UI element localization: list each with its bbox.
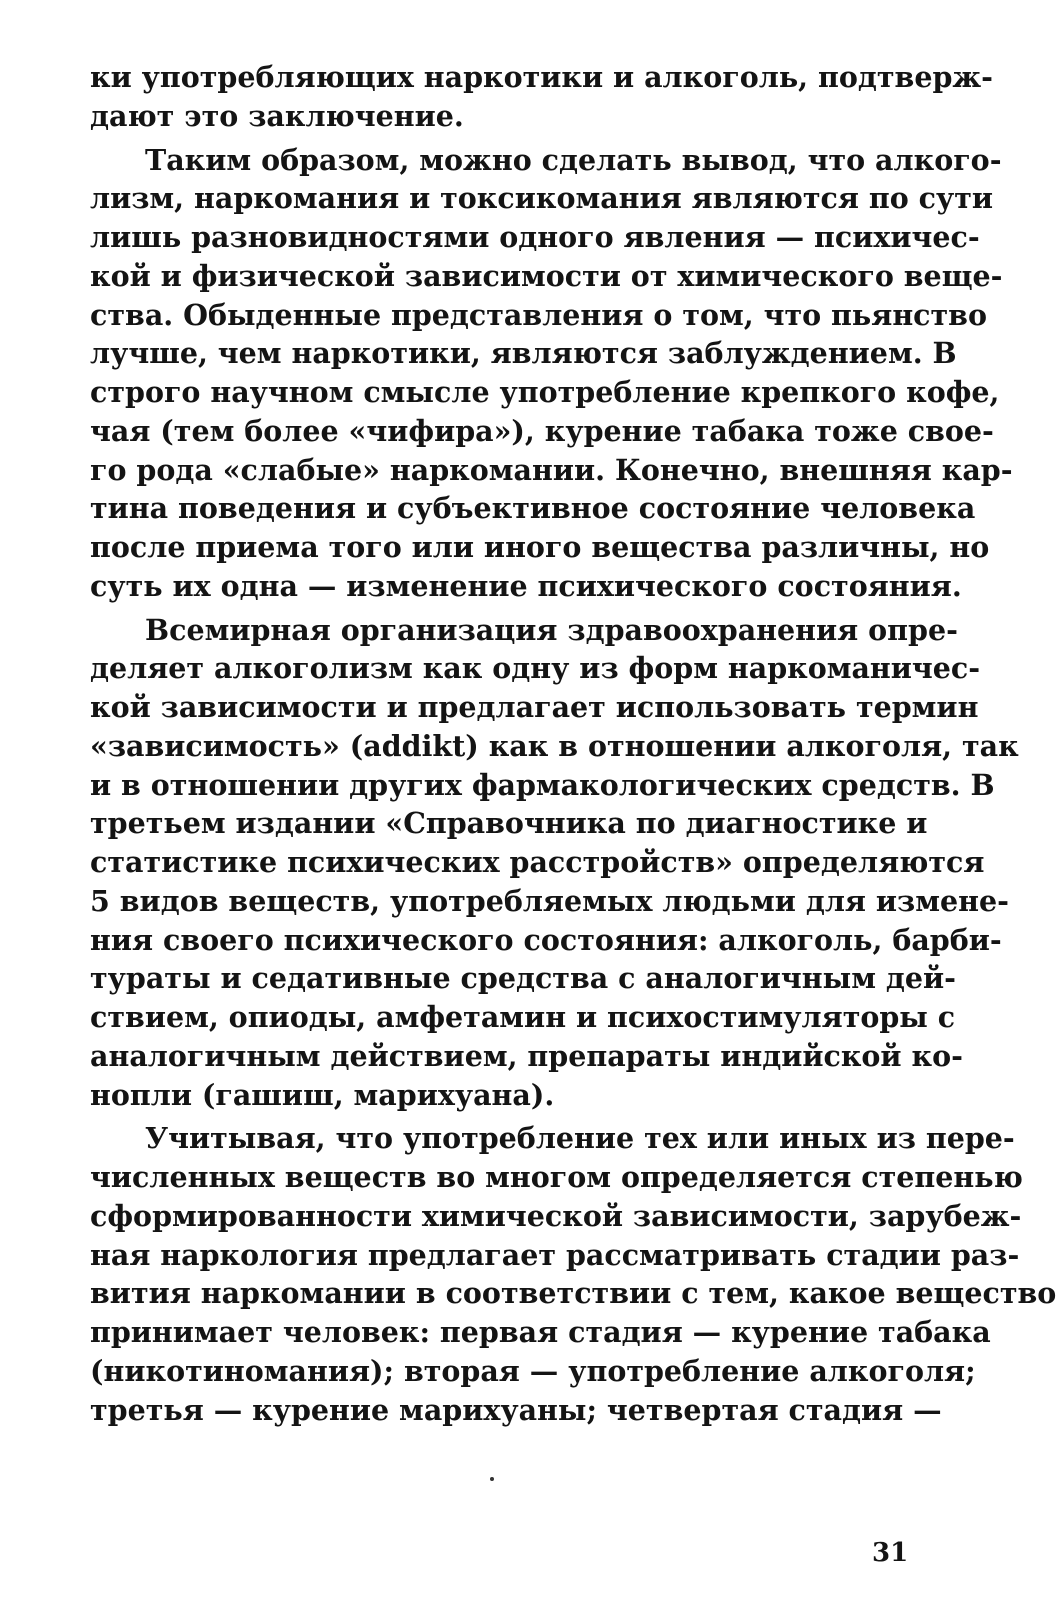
page-body-text bbox=[90, 58, 1056, 1434]
text-line: третья — курение марихуаны; четвертая стадия — bbox=[90, 1392, 942, 1427]
text-line: ки употребляющих наркотики и алкоголь, подтверж- bbox=[90, 60, 993, 94]
paragraph-4 bbox=[90, 1119, 1056, 1429]
page-number: 31 bbox=[872, 1538, 909, 1568]
text-line: аналогичным действием, препараты индийской ко- bbox=[90, 1038, 963, 1073]
text-line: лучше, чем наркотики, являются заблуждением. В bbox=[90, 336, 957, 371]
text-line: статистике психических расстройств» определяются bbox=[90, 845, 985, 879]
text-line: лизм, наркомания и токсикомания являются по сути bbox=[90, 181, 994, 216]
text-line: вития наркомании в соответствии с тем, какое вещество bbox=[90, 1276, 1056, 1311]
text-line: сформированности химической зависимости, зарубеж- bbox=[90, 1198, 1022, 1233]
text-line: тина поведения и субъективное состояние человека bbox=[90, 491, 976, 526]
text-line: дают это заключение. bbox=[90, 98, 464, 133]
text-line: суть их одна — изменение психического состояния. bbox=[90, 568, 962, 603]
print-speck bbox=[490, 1477, 494, 1481]
text-line: 5 видов веществ, употребляемых людьми для измене- bbox=[90, 883, 1009, 918]
text-line: го рода «слабые» наркомании. Конечно, внешняя кар- bbox=[90, 452, 1013, 487]
paragraph-1 bbox=[90, 58, 993, 136]
text-line: ствием, опиоды, амфетамин и психостимуляторы с bbox=[90, 1000, 956, 1034]
text-line: Всемирная организация здравоохранения опре- bbox=[145, 612, 958, 647]
text-line: численных веществ во многом определяется степенью bbox=[90, 1160, 1023, 1194]
text-line: принимает человек: первая стадия — курение табака bbox=[90, 1315, 991, 1349]
text-line: ния своего психического состояния: алкоголь, барби- bbox=[90, 922, 1002, 957]
text-line: Учитывая, что употребление тех или иных из пере- bbox=[145, 1121, 1015, 1156]
text-line: деляет алкоголизм как одну из форм наркоманичес- bbox=[90, 651, 981, 686]
text-line: «зависимость» (addikt) как в отношении алкоголя, так bbox=[90, 728, 1019, 763]
text-line: (никотиномания); вторая — употребление алкоголя; bbox=[90, 1353, 976, 1388]
text-line: нопли (гашиш, марихуана). bbox=[90, 1077, 555, 1112]
paragraph-2 bbox=[90, 141, 1013, 606]
text-line: после приема того или иного вещества различны, но bbox=[90, 530, 990, 564]
text-line: и в отношении других фармакологических средств. В bbox=[90, 767, 995, 802]
text-line: тураты и седативные средства с аналогичным дей- bbox=[90, 961, 956, 996]
text-line: ства. Обыденные представления о том, что пьянство bbox=[90, 297, 987, 332]
text-line: кой зависимости и предлагает использовать термин bbox=[90, 690, 979, 724]
text-line: ная наркология предлагает рассматривать стадии раз- bbox=[90, 1237, 1020, 1272]
text-line: лишь разновидностями одного явления — психичес- bbox=[90, 220, 980, 254]
text-line: строго научном смысле употребление крепкого кофе, bbox=[90, 375, 1000, 409]
text-line: чая (тем более «чифира»), курение табака тоже свое- bbox=[90, 413, 994, 448]
paragraph-3 bbox=[90, 611, 1019, 1115]
text-line: Таким образом, можно сделать вывод, что алкого- bbox=[145, 142, 1002, 177]
text-line: кой и физической зависимости от химического веще- bbox=[90, 258, 1003, 293]
text-line: третьем издании «Справочника по диагностике и bbox=[90, 806, 928, 841]
